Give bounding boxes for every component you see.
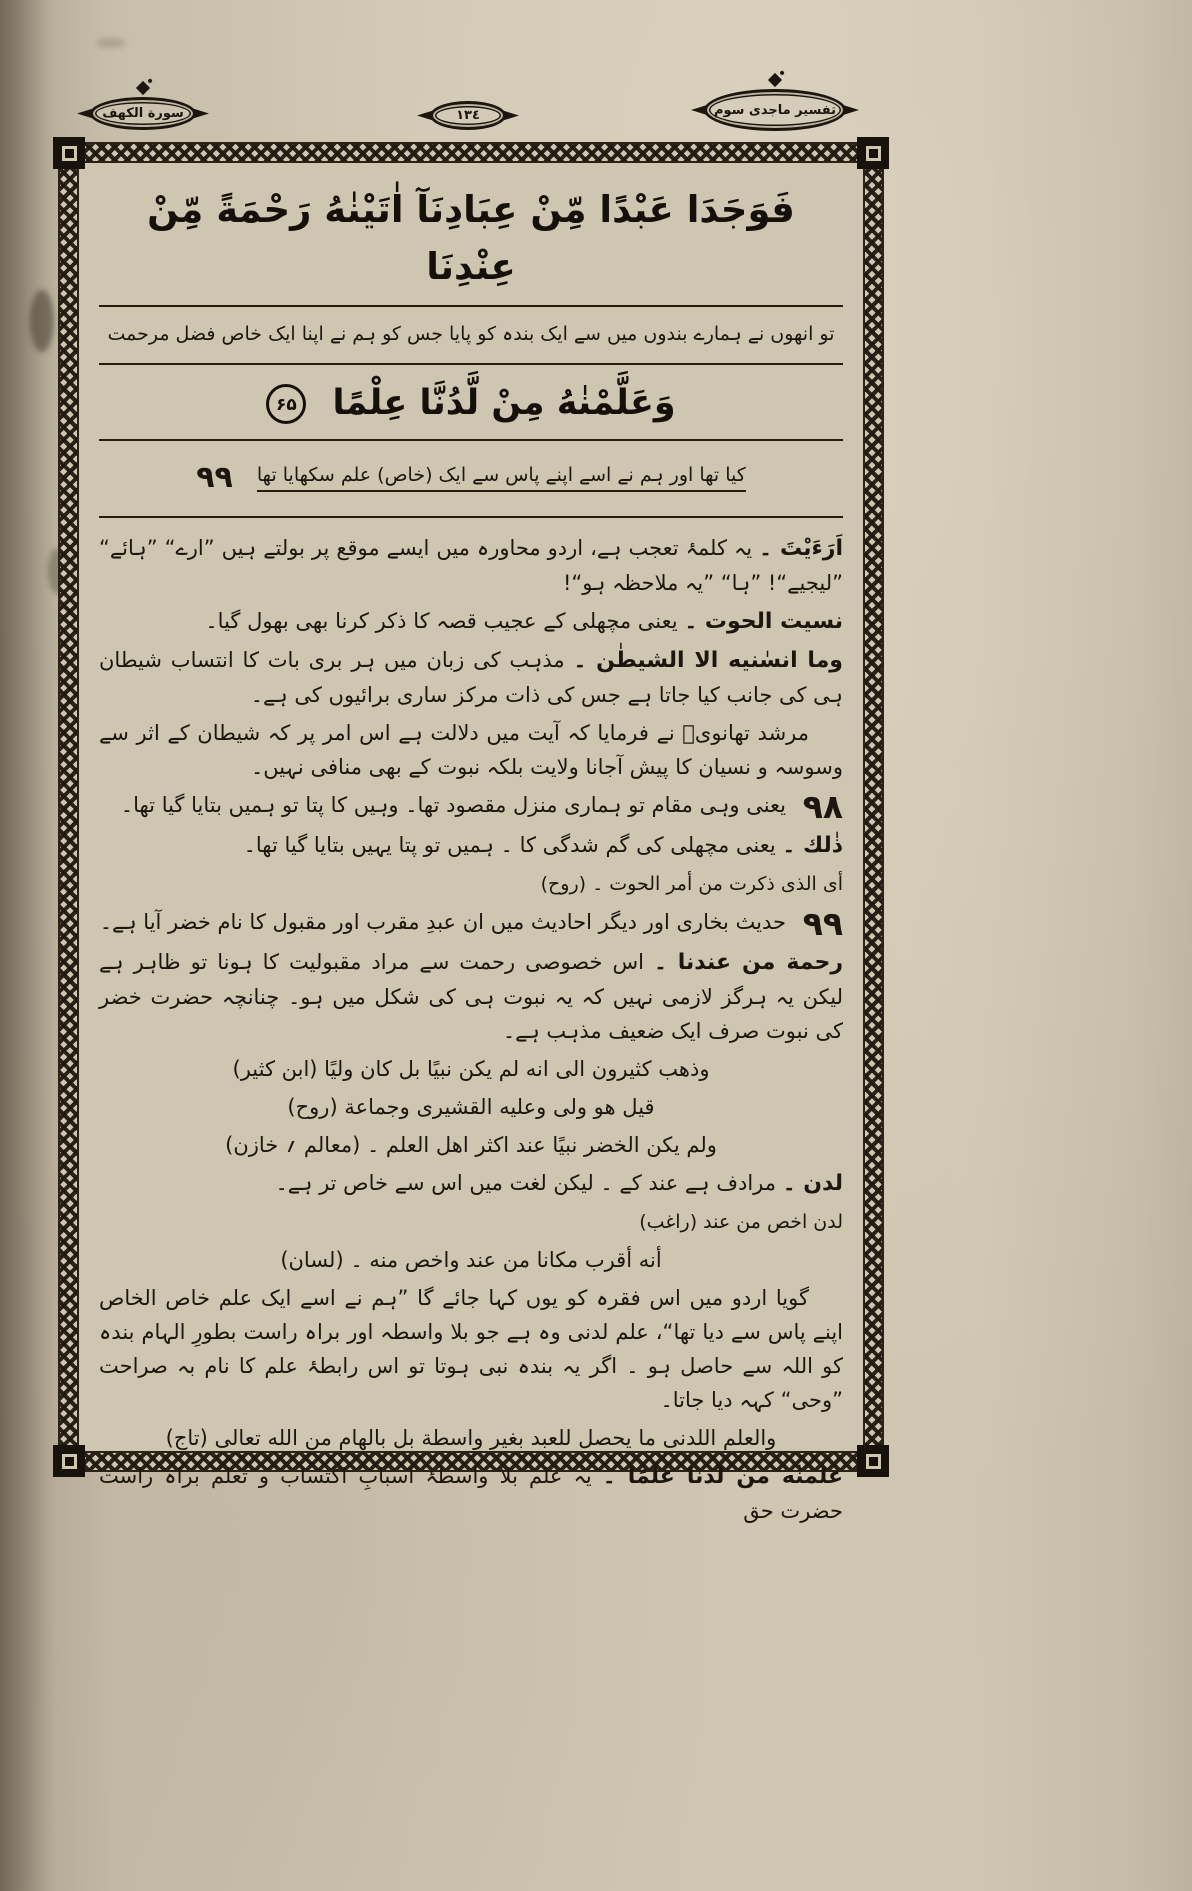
paragraph-text: أى الذى ذكرت من أمر الحوت ۔ (روح) [540, 873, 843, 896]
paragraph-text: أنه أقرب مكانا من عند واخص منه ۔ (لسان) [280, 1248, 662, 1273]
commentary-paragraph [99, 643, 843, 712]
lead-term: اَرَءَیْتَ ۔ [759, 536, 843, 562]
page-content [77, 161, 865, 1524]
commentary-paragraph [99, 787, 843, 827]
footnote-number: ۹۸ [802, 787, 843, 827]
commentary-paragraph [99, 531, 843, 600]
rule-divider [99, 363, 843, 365]
commentary-paragraph [99, 716, 843, 784]
paragraph-text: یعنی مچھلی کی گم شدگی کا ۔ ہمیں تو پتا یہیں بتایا گیا تھا۔ [243, 833, 776, 858]
paragraph-text: مرادف ہے عند کے ۔ لیکن لغت میں اس سے خاص تر ہے۔ [275, 1171, 777, 1196]
paragraph-text: یعنی وہی مقام تو ہماری منزل مقصود تھا۔ وہیں کا پتا تو ہمیں بتایا گیا تھا۔ [120, 793, 787, 818]
paragraph-text: والعلم اللدنى ما يحصل للعبد بغير واسطة بل بالهام من الله تعالى (تاج) [165, 1426, 777, 1451]
lead-term: وما انسٰنيه الا الشيطٰن ۔ [573, 648, 843, 674]
commentary-paragraph [99, 604, 843, 639]
corner-ornament-icon [53, 137, 85, 169]
page-number: ١٣٤ [456, 108, 480, 123]
commentary-paragraph [99, 945, 843, 1048]
surah-name-ornament [90, 97, 196, 130]
verse-2-text: وَعَلَّمْنٰهُ مِنْ لَّدُنَّا عِلْمًا [332, 382, 676, 423]
ink-smudge [30, 290, 54, 352]
volume-title: تفسير ماجدى سوم [713, 102, 837, 118]
corner-ornament-icon [857, 1445, 889, 1477]
commentary-paragraph [99, 1421, 843, 1455]
finial-ornament-icon [768, 73, 782, 87]
commentary [99, 521, 843, 1532]
paragraph-text: ولم يكن الخضر نبيًا عند اكثر اهل العلم ۔ (معالم ؍ خازن) [225, 1133, 717, 1158]
rule-divider [99, 516, 843, 518]
paragraph-text: یہ علم بلا واسطۂ اسبابِ اکتساب و تعلم براہ راست حضرت حق [99, 1464, 843, 1524]
page-number-ornament [430, 101, 506, 130]
footnote-ref-99: ۹۹ [196, 460, 233, 496]
corner-ornament-icon [857, 137, 889, 169]
paragraph-text: لدن اخص من عند (راغب) [639, 1211, 843, 1234]
lead-term: رحمة من عندنا ۔ [653, 950, 843, 976]
urdu-translation-1: تو انھوں نے ہمارے بندوں میں سے ایک بندہ کو پایا جس کو ہم نے اپنا ایک خاص فضل مرحمت [107, 322, 835, 345]
paragraph-text: اس خصوصی رحمت سے مراد مقبولیت کا ہونا تو ظاہر ہے لیکن یہ ہرگز لازمی نہیں کہ یہ نبوت ہی کی شکل میں ہو۔ چنانچہ حضرت خضر کی نبوت صرف ایک ضعیف مذہب ہے۔ [99, 950, 843, 1044]
commentary-paragraph [99, 1128, 843, 1162]
commentary-paragraph [99, 1090, 843, 1124]
commentary-paragraph [99, 1166, 843, 1201]
commentary-paragraph [99, 1052, 843, 1086]
rule-divider [99, 439, 843, 441]
ink-smudge [96, 38, 126, 48]
decorative-border-frame [58, 142, 884, 1524]
lead-term: ذٰلك ۔ [782, 833, 843, 859]
commentary-paragraph [99, 1459, 843, 1528]
lead-term: علمنٰه من لدنا علمًا ۔ [602, 1464, 843, 1490]
lead-term: لدن ۔ [782, 1171, 843, 1197]
paragraph-text: گویا اردو میں اس فقرہ کو یوں کہا جائے گا ”ہم نے اسے ایک علم خاص الخاص اپنے پاس سے دیا تھا“، علم لدنی وہ ہے جو بلا واسطہ اور براہ راست بطورِ الہام بندہ کو اللہ سے حاصل ہو ۔ اگر یہ بندہ نبی ہوتا تو اس رابطۂ علم کا نام بہ صراحت ”وحی“ کہہ دیا جاتا۔ [99, 1286, 843, 1413]
paragraph-text: مرشد تھانویؒ نے فرمایا کہ آیت میں دلالت ہے اس امر پر کہ شیطان کے اثر سے وسوسہ و نسیان کا پیش آجانا ولایت بلکہ نبوت کے بھی منافی نہیں۔ [99, 721, 843, 780]
commentary-paragraph [99, 904, 843, 944]
lead-term: نسيت الحوت ۔ [684, 609, 843, 635]
rule-divider [99, 305, 843, 307]
finial-ornament-icon [136, 81, 150, 95]
commentary-paragraph [99, 1205, 843, 1239]
surah-name: سورة الكهف [102, 106, 184, 121]
commentary-paragraph [99, 867, 843, 901]
volume-ornament [704, 89, 846, 131]
paragraph-text: وذهب كثيرون الى انه لم يكن نبيًا بل كان وليًا (ابن كثير) [232, 1057, 710, 1082]
commentary-paragraph [99, 828, 843, 863]
commentary-paragraph [99, 1281, 843, 1417]
urdu-translation-2 [99, 444, 843, 513]
ayah-number-medallion: ۶۵ [266, 384, 306, 424]
paragraph-text: حدیث بخاری اور دیگر احادیث میں ان عبدِ مقرب اور مقبول کا نام خضر آیا ہے۔ [99, 910, 787, 935]
footnote-number: ۹۹ [802, 904, 843, 944]
paragraph-text: یہ کلمۂ تعجب ہے، اردو محاورہ میں ایسے موقع پر بولتے ہیں ”ارے“ ”ہائے“ ”لیجیے“! ”ہا“ ”یہ ملاحظہ ہو“! [99, 536, 843, 596]
paragraph-text: قيل هو ولى وعليه القشيرى وجماعة (روح) [287, 1095, 655, 1120]
quran-verse-2 [99, 368, 843, 436]
paragraph-text: یعنی مچھلی کے عجیب قصہ کا ذکر کرنا بھی بھول گیا۔ [205, 609, 678, 634]
binding-shadow [0, 0, 55, 1891]
quran-verse-1: فَوَجَدَا عَبْدًا مِّنْ عِبَادِنَآ اٰتَيْنٰهُ رَحْمَةً مِّنْ عِنْدِنَا [147, 188, 795, 289]
commentary-paragraph [99, 1243, 843, 1277]
corner-ornament-icon [53, 1445, 85, 1477]
translation-2-text: کیا تھا اور ہم نے اسے اپنے پاس سے ایک (خاص) علم سکھایا تھا [257, 464, 746, 492]
paragraph-text: مذہب کی زبان میں ہر بری بات کا انتساب شیطان ہی کی جانب کیا جاتا ہے جس کی ذات مرکز ساری برائیوں کی ہے۔ [99, 648, 843, 708]
